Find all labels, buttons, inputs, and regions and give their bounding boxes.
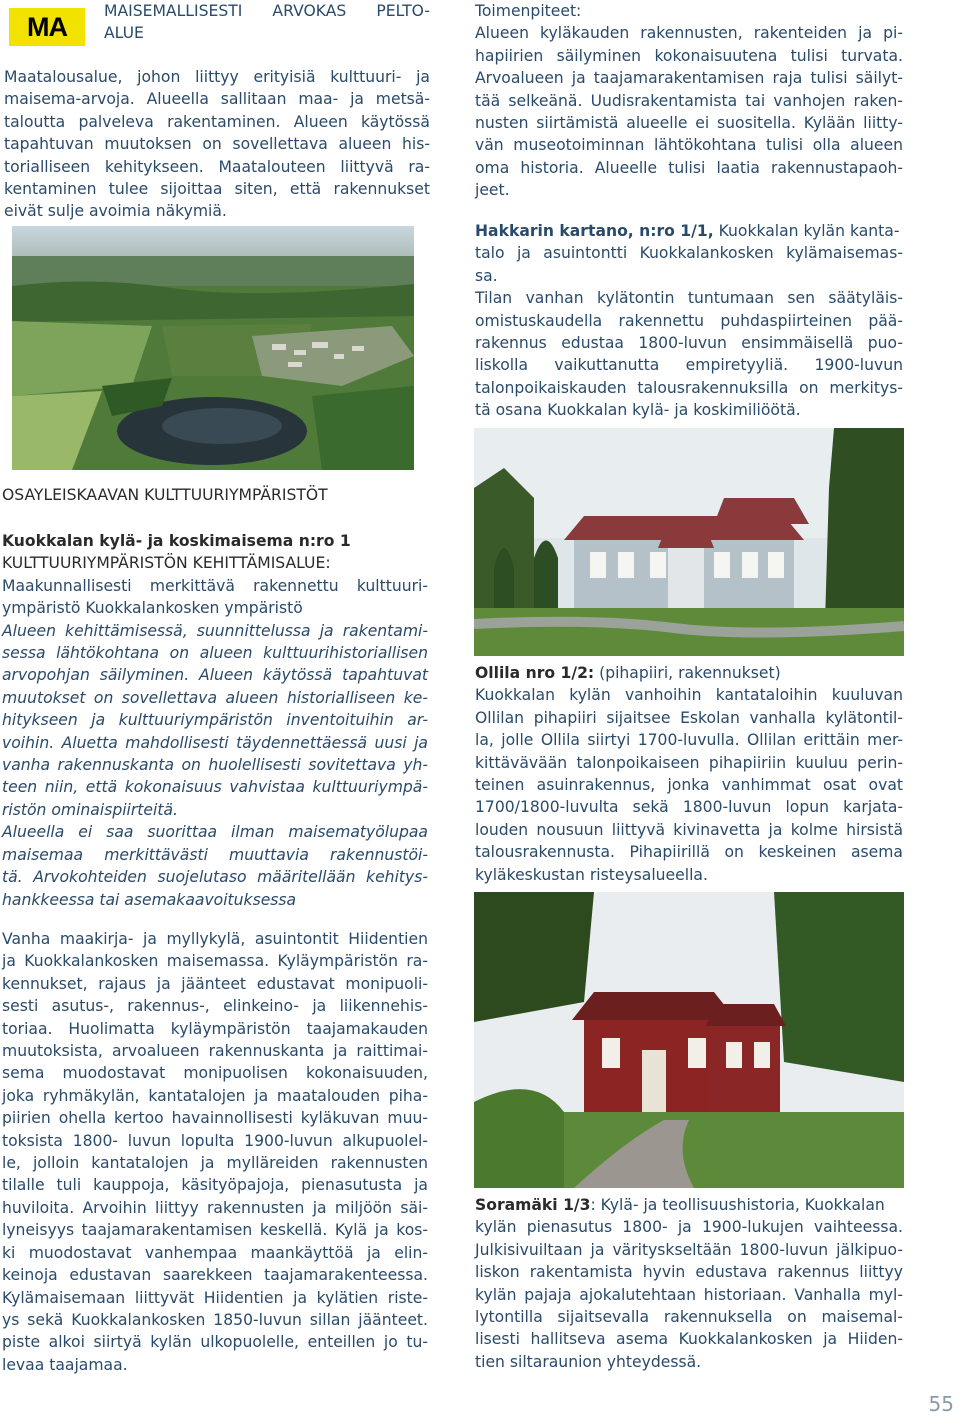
hakkari-line: sa. [475,266,498,285]
soramaki-title-rest: : Kylä- ja teollisuushistoria, Kuokkalan [590,1196,885,1214]
measures-line: hapiirien säilyminen kokonaisuutena tulisi turvata. [475,46,903,65]
soramaki-block [475,1194,903,1373]
hakkari-line: liskolla vaikuttanutta empiretyyliä. 1900-luvun [475,356,903,375]
kuokkala-italic-line: hitykseen ja kulttuuriympäristön inventoituihin ar- [2,711,428,730]
ollila-line: kyläkeskustan risteysalueella. [475,865,708,884]
kuokkala-subtitle: KULTTUURIYMPÄRISTÖN KEHITTÄMISALUE: [2,554,331,573]
hakkari-block [475,220,903,422]
measures-line: nusten siirtämistä alueelle ei suositella. Kylään liitty- [475,114,903,133]
village-line: toksista 1800- luvun lopulta 1900-luvun alkupuolel- [2,1131,428,1150]
kuokkala-italic-line: hankkeessa tai asemakaavoituksessa [2,890,297,909]
kuokkala-line: Maakunnallisesti merkittävä rakennettu kulttuuri- [2,576,428,595]
ollila-line: 1700/1800-luvulta sekä 1800-luvun lopun karjata- [475,798,903,817]
ollila-line: kittävävään talonpoikaiseen pihapiiriin kuuluu perin- [475,753,903,772]
measures-line: oma historia. Alueelle tulisi laatia rakennustapaoh- [475,158,903,177]
ollila-title: Ollila nro 1/2: [475,664,595,682]
kuokkala-italic-line: maisemaa merkittävästi muuttavia rakennustöi- [2,845,428,864]
ollila-block [475,662,903,886]
soramaki-title: Soramäki 1/3 [475,1196,591,1214]
measures-line: Arvoalueen ja taajamarakentamisen raja tulisi säilyt- [475,69,903,88]
soramaki-line: lytontilla sijaitsevalla rakennuksella on maisemal- [475,1308,903,1327]
section-heading: OSAYLEISKAAVAN KULTTUURIYMPÄRISTÖT [2,486,328,504]
intro-line: kentaminen tulee sijoittaa siten, että rakennukset [4,180,430,199]
village-line: muutoksista, arvoalueen rakennuskanta ja raittimai- [2,1042,428,1061]
kuokkala-line: ympäristö Kuokkalankosken ympäristö [2,599,303,618]
ollila-line: louden nousuun liittyvä kivinavetta ja kolme hirsistä [475,820,903,839]
village-line: Kylämaisemaan liittyvät Hiidentien ja kylätien riste- [2,1288,428,1307]
village-line: levaa taajamaa. [2,1355,128,1374]
measures-heading: Toimenpiteet: [475,2,582,20]
village-line: kennukset, rajaus ja jäänteet edustavat monipuoli- [2,974,428,993]
kuokkala-italic-line: Alueen kehittämisessä, suunnittelussa ja rakentami- [2,621,428,640]
soramaki-line: kylän pienasutus 1800- ja 1900-lukujen vaihteessa. [475,1218,903,1237]
kuokkala-block [2,530,428,911]
hakkari-line: talonpoikaiskauden talousrakennuksilla on merkitys- [475,378,903,397]
kuokkala-italic-line: vanha rakennuskanta on huolellisesti sovitettava yh- [2,756,428,775]
village-line: Vanha maakirja- ja myllykylä, asuintontit Hiidentien [2,930,428,948]
ollila-title-rest: (pihapiiri, rakennukset) [594,664,781,682]
intro-line: eivät sulje avoimia näkymiä. [4,202,227,221]
village-line: huviloita. Arvoihin liittyy rakennusten ja miljöön säi- [2,1198,428,1217]
kuokkala-italic-line: voihin. Aluetta mahdollisesti täydennettäessä uusi ja [2,733,428,752]
hakkari-line: rakennus edustaa 1800-luvun ensimmäisellä puo- [475,334,903,353]
kuokkala-italic-line: teen niin, että kokonaisuus vahvistaa kulttuuriympä- [2,778,428,797]
hakkari-title: Hakkarin kartano, n:ro 1/1, [475,222,714,240]
soramaki-line: liskon rakentamista hyvin edustava rakennus liittyy [475,1263,903,1282]
village-line: toriaa. Huolimatta kyläympäristön taajamakauden [2,1019,428,1038]
category-title-line-2: ALUE [104,24,144,42]
measures-line: Alueen kyläkauden rakennusten, rakenteiden ja pi- [475,24,903,43]
intro-line: Maatalousalue, johon liittyy erityisiä kulttuuri- ja [4,68,430,86]
village-line: joka ryhmäkylän, kantatalojen ja maatalouden piha- [2,1086,428,1105]
soramaki-line: lisesti hallitseva asema Kuokkalankosken ja Hiiden- [475,1330,903,1349]
ollila-line: talousrakennusta. Pihapiirillä on keskeinen asema [475,843,903,862]
kuokkala-italic-line: sessa lähtökohtana on alueen kulttuurihistoriallisen [2,644,428,663]
category-title [104,0,430,44]
aerial-landscape-image [12,226,414,470]
village-paragraph [2,928,428,1376]
badge-label: MA [27,11,67,42]
intro-line: torialliseen kehitykseen. Maatalouteen liittyvä ra- [4,157,430,176]
village-line: sesti asutus-, rakennus-, elinkeino- ja liikennehis- [2,997,428,1016]
soramaki-house-photo [474,892,904,1188]
manor-house-image [474,428,904,656]
ollila-line: teinen asuinrakennus, jonka vanhimmat osat ovat [475,776,903,795]
village-line: lyneisyys taajamarakentamisen keskellä. Kylä ja kos- [2,1221,428,1240]
hakkari-line: talo ja asuintontti Kuokkalankosken kylämaisemas- [475,244,903,263]
village-line: ja Kuokkalankosken maisemassa. Kyläympäristön ra- [2,952,428,971]
ollila-line: Kuokkalan kylän vanhoihin kantataloihin kuuluvan [475,686,903,705]
intro-line: tapahtuvan muutoksen on sovellettava alueen his- [4,135,430,154]
village-line: tilalle tuli kauppoja, käsityöpajoja, pienasutusta ja [2,1176,428,1195]
kuokkala-italic-line: muutokset on sovellettava alueen historialliseen ke- [2,688,428,707]
soramaki-line: Julkisivuiltaan ja värityskseltään 1800-luvun jälkipuo- [475,1240,903,1259]
intro-paragraph [4,66,430,223]
measures-line: tää selkeänä. Uudisrakentamista tai vanhojen raken- [475,91,903,110]
kuokkala-italic-line: ristön ominaispiirteitä. [2,800,178,819]
village-line: sema muodostavat monipuolisen kokonaisuuden, [2,1064,428,1083]
kuokkala-title: Kuokkalan kylä- ja koskimaisema n:ro 1 [2,532,351,550]
village-line: piste alkoi siirtyä kylän ulkopuolelle, enteillen jo tu- [2,1333,428,1352]
category-title-line-1: MAISEMALLISESTI ARVOKAS PELTO- [104,2,430,20]
kuokkala-italic-line: arvopohjan säilyminen. Alueen käytössä tapahtuvat [2,666,428,685]
measures-block [475,0,903,202]
intro-line: maisema-arvoja. Alueella sallitaan maa- ja metsä- [4,90,430,109]
map-legend-badge [9,8,85,46]
measures-line: jeet. [475,181,510,200]
village-line: le, jolloin kantatalojen ja mylläreiden rakennusten [2,1154,428,1173]
village-line: ki muodostavat vanhempaa maankäyttöä ja elin- [2,1243,428,1262]
hakkari-line: omistuskaudella rakennettu puhdaspiirteinen pää- [475,311,903,330]
hakkari-line: Tilan vanhan kylätontin tuntumaan sen säätyläis- [475,289,903,308]
hakkari-manor-photo [474,428,904,656]
soramaki-line: kylän pajaja ajokalutehtaan historiaan. Vanhalla myl- [475,1285,903,1304]
village-line: piirien ohella kertoo havainnollisesti kyläkuvan muu- [2,1109,428,1128]
page-number: 55 [928,1392,954,1416]
hakkari-line: tä osana Kuokkalan kylä- ja koskimiliöötä. [475,401,801,420]
aerial-photo [12,226,414,470]
measures-line: vän museotoiminnan lähtökohtana tulisi olla alueen [475,136,903,155]
intro-line: taloutta palveleva rakentaminen. Alueen käytössä [4,112,430,131]
village-line: keinoja edustavan saarekkeen taajamarakenteessa. [2,1266,428,1285]
soramaki-line: tien siltaraunion yhteydessä. [475,1352,702,1371]
village-line: ys sekä Kuokkalankosken 1850-luvun sillan jäänteet. [2,1310,428,1329]
kuokkala-italic-line: Alueella ei saa suorittaa ilman maisematyölupaa [2,823,428,842]
hakkari-title-rest: Kuokkalan kylän kanta- [713,222,900,240]
kuokkala-italic-line: tä. Arvokohteiden suojelutaso määritellään kehitys- [2,868,428,887]
ollila-line: la, jolle Ollila siirtyi 1700-luvulla. Ollilan erittäin mer- [475,731,903,750]
ollila-line: Ollilan pihapiiri sijaitsee Eskolan vanhalla kylätontil- [475,708,903,727]
red-house-image [474,892,904,1188]
